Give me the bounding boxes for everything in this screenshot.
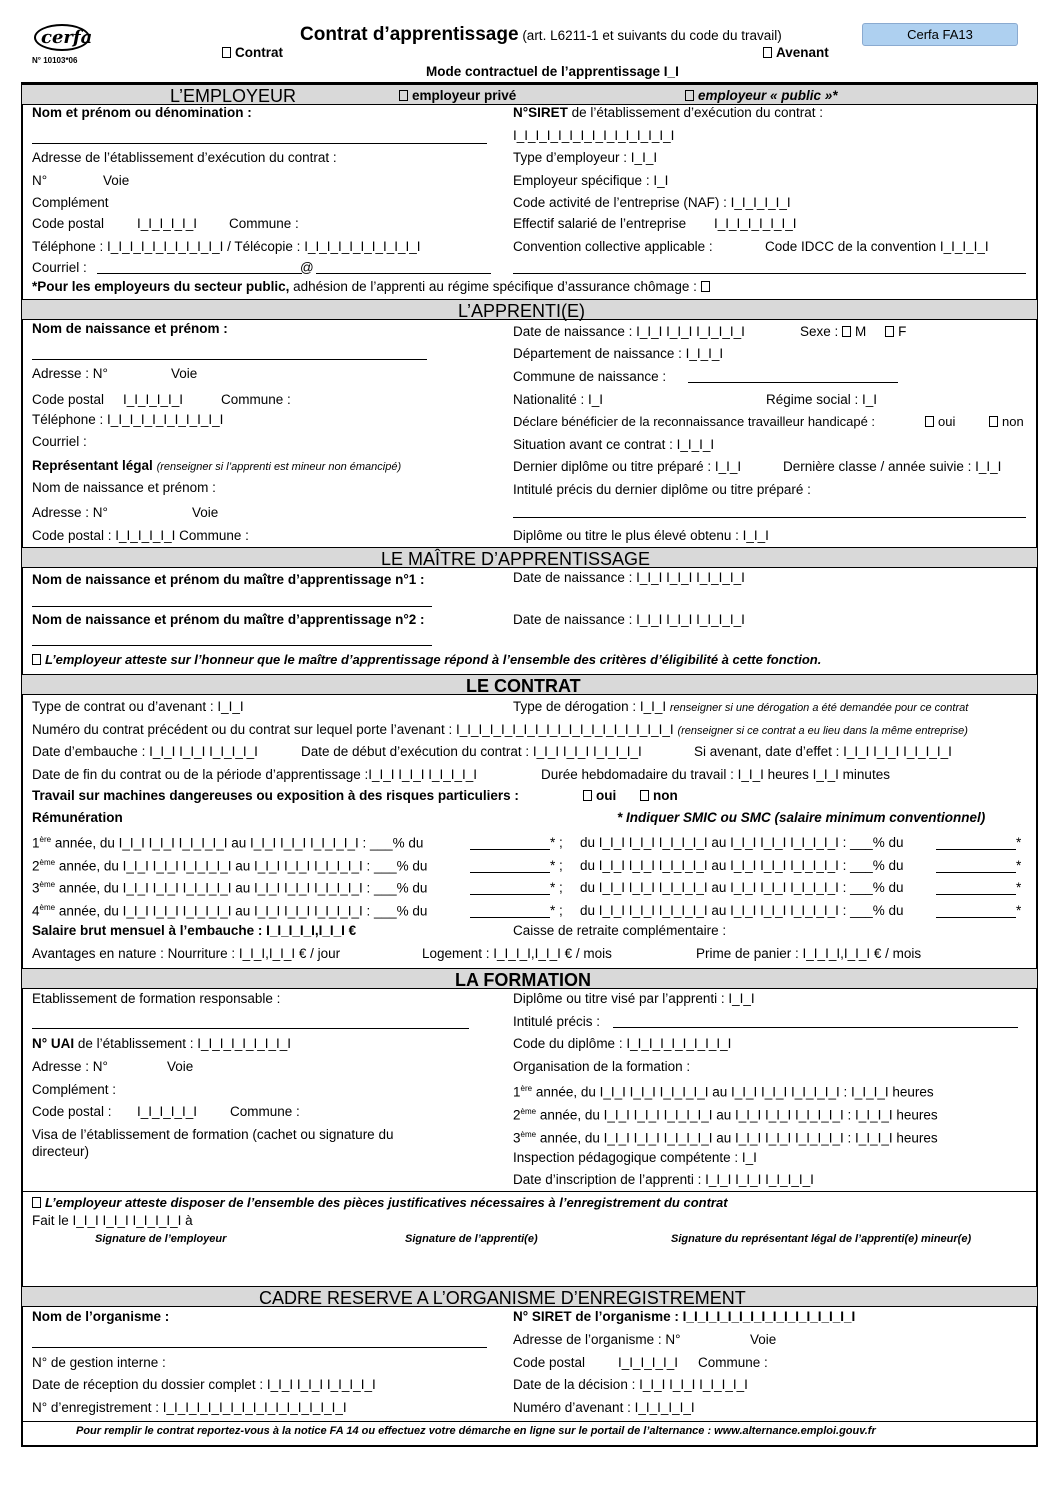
formation-inscription[interactable]: Date d’inscription de l’apprenti : I_I_I I_I_I I_I_I_I_I [513, 1172, 814, 1187]
contrat-avantages[interactable]: Avantages en nature : Nourriture : I_I_I,I_I_I € / jour [32, 946, 341, 961]
mode-contractuel[interactable]: Mode contractuel de l’apprentissage I_I [426, 64, 679, 79]
section-cadre-header [22, 1286, 1037, 1307]
formation-cp-boxes[interactable]: I_I_I_I_I_I [137, 1104, 198, 1119]
smic-field[interactable] [470, 917, 550, 918]
pieces-checkbox[interactable] [32, 1197, 41, 1208]
handicape-oui-option[interactable] [925, 415, 955, 430]
formation-etablissement-label: Etablissement de formation responsable : [32, 991, 281, 1006]
derogation-label: Type de dérogation : I_I_I [513, 699, 667, 714]
row-asterisk: * [1016, 835, 1022, 850]
avenant-label: Avenant [776, 45, 829, 60]
row-separator: ; [559, 880, 563, 895]
sexe-f-checkbox[interactable] [885, 326, 894, 337]
formation-visa: Visa de l’établissement de formation (cachet ou signature du [32, 1127, 394, 1142]
contrat-embauche[interactable]: Date d’embauche : I_I_I I_I_I I_I_I_I_I [32, 744, 258, 759]
representant-label: Représentant légal [32, 458, 153, 473]
contrat-effet[interactable]: Si avenant, date d’effet : I_I_I I_I_I I_I_I_I_I [694, 744, 952, 759]
row-separator: ; [559, 835, 563, 850]
section-apprenti-header [22, 299, 1037, 320]
contrat-smic-note: * Indiquer SMIC ou SMC (salaire minimum conventionnel) [617, 810, 986, 825]
cadre-nom-label: Nom de l’organisme : [32, 1309, 170, 1324]
cerfa-logo [34, 24, 93, 51]
smic-field[interactable] [936, 917, 1016, 918]
form-number: N° 10103*06 [32, 56, 78, 65]
remuneration-left-year-4[interactable] [32, 903, 427, 919]
sexe-m-label: M [855, 324, 867, 339]
cadre-voie[interactable]: Voie [750, 1332, 777, 1347]
representant-nom[interactable]: Nom de naissance et prénom : [32, 480, 216, 495]
contrat-label: Contrat [235, 45, 283, 60]
apprenti-intitule-field[interactable] [513, 517, 1026, 518]
year-suffix: ème [39, 857, 56, 867]
row-asterisk: * [1016, 880, 1022, 895]
cerfa-badge [862, 23, 1018, 46]
pieces-text: L’employeur atteste disposer de l’ensemble des pièces justificatives nécessaires à l’enregistrement du contrat [45, 1195, 728, 1210]
year-number: 2 [513, 1107, 521, 1123]
employeur-numero-label[interactable]: N° [32, 173, 48, 188]
apprenti-nom-field[interactable] [32, 359, 427, 360]
apprenti-diplome-eleve[interactable]: Diplôme ou titre le plus élevé obtenu : I_I_I [513, 528, 769, 543]
smic-field[interactable] [470, 894, 550, 895]
handicape-non-option[interactable] [989, 415, 1024, 430]
year-number: 2 [32, 858, 40, 873]
employeur-siret-boxes[interactable]: I_I_I_I_I_I_I_I_I_I_I_I_I_I_I [513, 128, 675, 143]
cerfa-badge-label: Cerfa FA13 [907, 27, 973, 42]
avenant-checkbox[interactable] [763, 47, 772, 58]
apprenti-intitule-label: Intitulé précis du dernier diplôme ou titre préparé : [513, 482, 811, 497]
representant-note: (renseigner si l’apprenti est mineur non émancipé) [156, 461, 402, 473]
cadre-avenant[interactable]: Numéro d’avenant : I_I_I_I_I_I [513, 1400, 695, 1415]
signature-employeur[interactable]: Signature de l’employeur [95, 1233, 227, 1245]
year-suffix: ème [520, 1130, 537, 1139]
handicape-oui-checkbox[interactable] [925, 416, 934, 427]
cadre-decision[interactable]: Date de la décision : I_I_I I_I_I I_I_I_I_I [513, 1377, 748, 1392]
signatures-atteste[interactable] [32, 1196, 728, 1211]
formation-intitule-label: Intitulé précis : [513, 1014, 601, 1029]
employeur-effectif-label: Effectif salarié de l’entreprise [513, 216, 687, 231]
employeur-specifique[interactable]: Employeur spécifique : I_I [513, 173, 669, 188]
formation-cp-label: Code postal : [32, 1104, 112, 1119]
handicape-non-label: non [1002, 414, 1024, 429]
employeur-convention-field[interactable] [513, 273, 1026, 274]
machines-non-checkbox[interactable] [640, 790, 649, 801]
contrat-caisse[interactable]: Caisse de retraite complémentaire : [513, 923, 727, 938]
row-asterisk: * [1016, 857, 1022, 873]
apprenti-voie[interactable]: Voie [171, 366, 198, 381]
cadre-nom-field[interactable] [32, 1347, 487, 1348]
apprenti-representant [32, 458, 401, 474]
year-number: 1 [513, 1084, 521, 1100]
employeur-commune[interactable]: Commune : [229, 216, 299, 231]
employeur-telephone[interactable]: Téléphone : I_I_I_I_I_I_I_I_I_I_I / Télécopie : I_I_I_I_I_I_I_I_I_I_I [32, 239, 421, 254]
machines-label: Travail sur machines dangereuses ou exposition à des risques particuliers : [32, 788, 519, 803]
employeur-siret-rest: de l’établissement d’exécution du contrat : [567, 105, 824, 120]
employeur-prive-label: employeur privé [412, 88, 517, 103]
sexe-f-label: F [898, 324, 907, 339]
formation-intitule-field[interactable] [613, 1027, 1018, 1028]
formation-voie[interactable]: Voie [167, 1059, 194, 1074]
apprenti-commune-naissance-label: Commune de naissance : [513, 369, 667, 384]
section-contrat-header [22, 674, 1037, 695]
maitre-atteste-checkbox[interactable] [32, 654, 41, 665]
maitre-nom1-field[interactable] [32, 606, 432, 607]
signatures-fait-le[interactable]: Fait le I_I_I I_I_I I_I_I_I_I à [32, 1213, 193, 1228]
row-dates: année, du I_I_I I_I_I I_I_I_I_I au I_I_I I_I_I I_I_I_I_I : ___% du [51, 835, 424, 851]
footer-note: Pour remplir le contrat reportez-vous à la notice FA 14 ou effectuez votre démarche en ligne sur le portail de l’alternance : www.alternance.emploi.gouv.fr [76, 1425, 876, 1437]
employeur-cp-label: Code postal [32, 216, 105, 231]
smic-field[interactable] [936, 894, 1016, 895]
row-dates: année, du I_I_I I_I_I I_I_I_I_I au I_I_I I_I_I I_I_I_I_I : ___% du [55, 903, 428, 918]
employeur-public-note [32, 279, 714, 295]
contrat-fin[interactable]: Date de fin du contrat ou de la période d’apprentissage :I_I_I I_I_I I_I_I_I_I [32, 767, 478, 782]
section-maitre-header [22, 547, 1037, 568]
contrat-remuneration: Rémunération [32, 810, 123, 825]
apprenti-nationalite[interactable]: Nationalité : I_I [513, 392, 604, 407]
apprenti-dernier-diplome[interactable]: Dernier diplôme ou titre préparé : I_I_I [513, 459, 742, 474]
cadre-enregistrement[interactable]: N° d’enregistrement : I_I_I_I_I_I_I_I_I_I_I_I_I_I_I_I_I [32, 1400, 347, 1415]
remuneration-right-year-4[interactable] [580, 903, 903, 919]
apprenti-date-naissance[interactable]: Date de naissance : I_I_I I_I_I I_I_I_I_I [513, 324, 745, 339]
employeur-prive-option[interactable] [399, 88, 516, 104]
employeur-idcc[interactable]: Code IDCC de la convention I_I_I_I_I [765, 239, 989, 254]
signature-representant[interactable]: Signature du représentant légal de l’apprenti(e) mineur(e) [671, 1233, 972, 1245]
remuneration-left-year-1[interactable] [32, 835, 423, 851]
row-asterisk: * [550, 835, 556, 850]
cadre-siret[interactable]: N° SIRET de l’organisme : I_I_I_I_I_I_I_I_I_I_I_I_I_I_I_I [513, 1309, 856, 1324]
apprenti-situation[interactable]: Situation avant ce contrat : I_I_I_I [513, 437, 715, 452]
employeur-public-option[interactable] [685, 88, 838, 104]
remuneration-right-year-1[interactable] [580, 835, 903, 851]
employeur-courriel-label: Courriel : [32, 260, 87, 275]
employeur-type[interactable]: Type d’employeur : I_I_I [513, 150, 658, 165]
section-maitre-title: LE MAÎTRE D’APPRENTISSAGE [381, 549, 651, 569]
section-cadre-title: CADRE RESERVE A L’ORGANISME D’ENREGISTREMENT [259, 1288, 746, 1308]
section-formation-title: LA FORMATION [455, 970, 591, 990]
year-suffix: ère [520, 1084, 533, 1093]
formation-year-2[interactable] [513, 1107, 938, 1123]
machines-non-label: non [653, 788, 678, 803]
employeur-public-label: employeur « public »* [698, 88, 838, 103]
formation-inspection[interactable]: Inspection pédagogique compétente : I_I [513, 1150, 757, 1165]
maitre-date1[interactable]: Date de naissance : I_I_I I_I_I I_I_I_I_I [513, 570, 745, 585]
handicape-oui-label: oui [938, 414, 956, 429]
row-separator: ; [559, 857, 563, 873]
apprenti-cp-label: Code postal [32, 392, 105, 407]
signatures-separator [22, 1191, 1037, 1192]
year-number: 4 [32, 903, 40, 918]
section-apprenti-title: L’APPRENTI(E) [458, 301, 586, 321]
cadre-commune[interactable]: Commune : [698, 1355, 768, 1370]
employeur-siret-bold: N°SIRET [513, 105, 568, 120]
formation-diplome-vise[interactable]: Diplôme ou titre visé par l’apprenti : I_I_I [513, 991, 755, 1006]
formation-organisation: Organisation de la formation : [513, 1059, 691, 1074]
formation-adresse-no[interactable]: Adresse : N° [32, 1059, 108, 1074]
smic-field[interactable] [936, 872, 1016, 873]
derogation-note: renseigner si une dérogation a été demandée pour ce contrat [669, 702, 969, 714]
smic-field[interactable] [470, 872, 550, 873]
contrat-salaire[interactable]: Salaire brut mensuel à l’embauche : I_I_I_I_I,I_I_I € [32, 923, 357, 938]
employeur-effectif-boxes[interactable]: I_I_I_I_I_I_I_I [714, 216, 797, 231]
public-note-bold: *Pour les employeurs du secteur public, [32, 279, 290, 294]
row-asterisk: * [1016, 902, 1022, 918]
contrat-checkbox[interactable] [222, 47, 231, 58]
machines-oui-label: oui [596, 788, 617, 803]
contrat-logement[interactable]: Logement : I_I_I_I,I_I_I € / mois [422, 946, 612, 961]
apprenti-courriel[interactable]: Courriel : [32, 434, 87, 449]
apprenti-telephone[interactable]: Téléphone : I_I_I_I_I_I_I_I_I_I_I [32, 412, 224, 427]
formation-visa-2: directeur) [32, 1144, 90, 1159]
cadre-cp-boxes[interactable]: I_I_I_I_I_I [618, 1355, 679, 1370]
sexe-m-checkbox[interactable] [842, 326, 851, 337]
formation-year-3[interactable] [513, 1130, 938, 1146]
page-title [300, 24, 782, 46]
row-dates: du I_I_I I_I_I I_I_I_I_I au I_I_I I_I_I I_I_I_I_I : ___% du [580, 835, 904, 850]
formation-etablissement-field[interactable] [32, 1028, 469, 1029]
employeur-voie-label[interactable]: Voie [103, 173, 130, 188]
handicape-non-checkbox[interactable] [989, 416, 998, 427]
apprenti-regime[interactable]: Régime social : I_I [766, 392, 878, 407]
row-dates: du I_I_I I_I_I I_I_I_I_I au I_I_I I_I_I I_I_I_I_I : ___% du [580, 857, 904, 873]
representant-voie[interactable]: Voie [192, 505, 219, 520]
contrat-type[interactable]: Type de contrat ou d’avenant : I_I_I [32, 699, 244, 714]
formation-commune[interactable]: Commune : [230, 1104, 300, 1119]
row-dates: année, du I_I_I I_I_I I_I_I_I_I au I_I_I I_I_I I_I_I_I_I : ___% du [55, 858, 428, 873]
maitre-nom2-label: Nom de naissance et prénom du maître d’apprentissage n°2 : [32, 612, 425, 627]
uai-rest: de l’établissement : I_I_I_I_I_I_I_I_I [74, 1036, 292, 1051]
machines-oui-checkbox[interactable] [583, 790, 592, 801]
employeur-complement[interactable]: Complément [32, 195, 109, 210]
maitre-atteste[interactable] [32, 653, 821, 668]
row-dates: du I_I_I I_I_I I_I_I_I_I au I_I_I I_I_I I_I_I_I_I : ___% du [580, 880, 904, 895]
row-dates: année, du I_I_I I_I_I I_I_I_I_I au I_I_I I_I_I I_I_I_I_I : ___% du [55, 880, 428, 896]
contrat-numero[interactable] [32, 722, 968, 738]
representant-cp[interactable]: Code postal : I_I_I_I_I_I Commune : [32, 528, 249, 543]
apprenti-commune[interactable]: Commune : [221, 392, 291, 407]
remuneration-left-year-2[interactable] [32, 858, 427, 874]
cadre-reception[interactable]: Date de réception du dossier complet : I_I_I I_I_I I_I_I_I_I [32, 1377, 376, 1392]
row-asterisk: * [550, 902, 556, 918]
row-asterisk: * [550, 857, 556, 873]
row-dates: année, du I_I_I I_I_I I_I_I_I_I au I_I_I I_I_I I_I_I_I_I : I_I_I_I heures [536, 1130, 938, 1146]
formation-uai[interactable] [32, 1036, 291, 1052]
year-suffix: ème [39, 902, 56, 912]
employeur-courriel-domain[interactable] [316, 273, 491, 274]
row-dates: année, du I_I_I I_I_I I_I_I_I_I au I_I_I I_I_I I_I_I_I_I : I_I_I_I heures [536, 1107, 938, 1123]
maitre-nom1-label: Nom de naissance et prénom du maître d’apprentissage n°1 : [32, 572, 425, 587]
year-number: 1 [32, 835, 40, 851]
year-suffix: ème [39, 880, 56, 889]
employeur-nom-field[interactable] [32, 143, 487, 144]
apprenti-adresse-no[interactable]: Adresse : N° [32, 366, 108, 381]
signature-apprenti[interactable]: Signature de l’apprenti(e) [405, 1233, 538, 1245]
employeur-naf[interactable]: Code activité de l’entreprise (NAF) : I_I_I_I_I_I [513, 195, 791, 210]
apprenti-cp-boxes[interactable]: I_I_I_I_I_I [123, 392, 184, 407]
contrat-derogation[interactable] [513, 699, 968, 715]
employeur-siret-label [513, 105, 823, 121]
employeur-cp-boxes[interactable]: I_I_I_I_I_I [137, 216, 198, 231]
cadre-cp-label: Code postal [513, 1355, 586, 1370]
section-employeur-header [22, 84, 1037, 105]
employeur-public-checkbox[interactable] [685, 90, 694, 101]
apprenti-derniere-classe[interactable]: Dernière classe / année suivie : I_I_I [783, 459, 1002, 474]
section-employeur-title: L’EMPLOYEUR [170, 86, 297, 106]
remuneration-left-year-3[interactable] [32, 880, 427, 896]
row-separator: ; [559, 902, 563, 918]
machines-oui-option[interactable] [583, 788, 616, 804]
contrat-duree[interactable]: Durée hebdomadaire du travail : I_I_I heures I_I_I minutes [541, 767, 890, 782]
smic-field[interactable] [936, 849, 1016, 850]
employeur-courriel-at: @ [300, 260, 314, 275]
year-suffix: ère [39, 835, 52, 844]
footer-separator [22, 1421, 1037, 1422]
public-note-text: adhésion de l’apprenti au régime spécifique d’assurance chômage : [289, 279, 697, 294]
employeur-adresse-label: Adresse de l’établissement d’exécution du contrat : [32, 150, 337, 165]
apprenti-nom-label: Nom de naissance et prénom : [32, 321, 228, 336]
title-main: Contrat d’apprentissage [300, 24, 519, 45]
employeur-courriel-field[interactable] [97, 273, 302, 274]
row-dates: du I_I_I I_I_I I_I_I_I_I au I_I_I I_I_I I_I_I_I_I : ___% du [580, 902, 904, 918]
maitre-atteste-text: L’employeur atteste sur l’honneur que le maître d’apprentissage répond à l’ensemble des critères d’éligibilité à cette fonction. [45, 652, 822, 667]
remuneration-right-year-3[interactable] [580, 880, 903, 896]
employeur-nom-label: Nom et prénom ou dénomination : [32, 105, 252, 120]
sexe-label: Sexe : [800, 324, 839, 339]
contrat-machines [32, 788, 519, 804]
maitre-date2[interactable]: Date de naissance : I_I_I I_I_I I_I_I_I_I [513, 612, 745, 627]
cadre-gestion[interactable]: N° de gestion interne : [32, 1355, 166, 1370]
section-contrat-title: LE CONTRAT [466, 676, 581, 696]
formation-code-diplome[interactable]: Code du diplôme : I_I_I_I_I_I_I_I_I_I [513, 1036, 732, 1051]
cadre-adresse[interactable]: Adresse de l’organisme : N° [513, 1332, 681, 1347]
remuneration-right-year-2[interactable] [580, 858, 903, 874]
apprenti-commune-naissance-field[interactable] [688, 382, 898, 383]
contrat-panier[interactable]: Prime de panier : I_I_I_I,I_I_I € / mois [696, 946, 922, 961]
apprenti-sexe[interactable] [800, 324, 906, 340]
maitre-nom2-field[interactable] [32, 645, 432, 646]
formation-complement[interactable]: Complément : [32, 1082, 117, 1097]
numero-label: Numéro du contrat précédent ou du contrat sur lequel porte l’avenant : I_I_I_I_I_I_I_I_I_I_I_I_I_I_I_I_I_I_I_I [32, 722, 674, 737]
smic-field[interactable] [470, 849, 550, 850]
year-number: 3 [513, 1130, 521, 1146]
row-dates: année, du I_I_I I_I_I I_I_I_I_I au I_I_I I_I_I I_I_I_I_I : I_I_I_I heures [532, 1084, 934, 1100]
row-asterisk: * [550, 880, 556, 895]
apprenti-handicape [513, 415, 875, 430]
employeur-convention[interactable]: Convention collective applicable : [513, 239, 713, 254]
handicape-label: Déclare bénéficier de la reconnaissance travailleur handicapé : [513, 414, 876, 429]
employeur-prive-checkbox[interactable] [399, 90, 408, 101]
year-number: 3 [32, 880, 40, 896]
year-suffix: ème [520, 1107, 537, 1116]
formation-year-1[interactable] [513, 1084, 934, 1100]
numero-note: (renseigner si ce contrat a eu lieu dans la même entreprise) [677, 725, 968, 737]
machines-non-option[interactable] [640, 788, 678, 804]
cerfa-logo-text: cerfa [41, 27, 93, 48]
contrat-debut[interactable]: Date de début d’exécution du contrat : I_I_I I_I_I I_I_I_I_I [301, 744, 642, 759]
apprenti-departement[interactable]: Département de naissance : I_I_I_I [513, 346, 724, 361]
avenant-option[interactable] [763, 45, 829, 61]
contrat-option[interactable] [222, 45, 283, 61]
section-formation-header [22, 968, 1037, 989]
chomage-checkbox[interactable] [701, 281, 710, 292]
representant-adresse-no[interactable]: Adresse : N° [32, 505, 108, 520]
uai-bold: N° UAI [32, 1036, 75, 1051]
title-ref: (art. L6211-1 et suivants du code du travail) [522, 28, 782, 43]
